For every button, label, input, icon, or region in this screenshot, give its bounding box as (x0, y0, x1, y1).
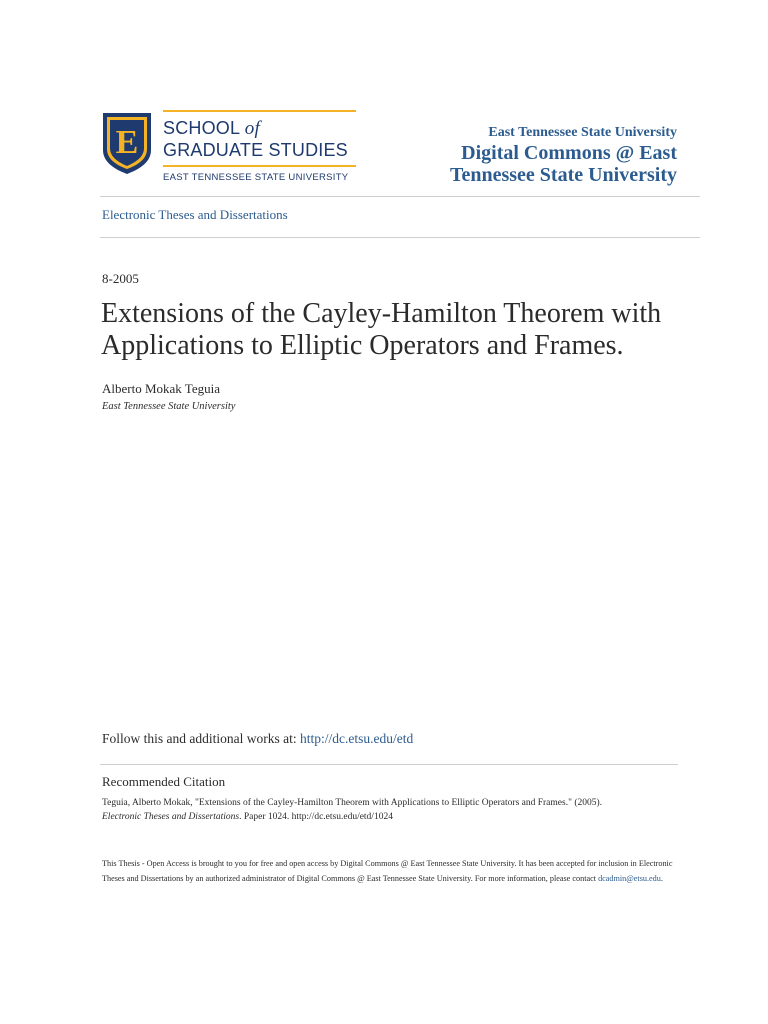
follow-label: Follow this and additional works at: (102, 731, 300, 746)
collection-link[interactable]: Electronic Theses and Dissertations (102, 207, 288, 222)
repository-header[interactable] (450, 124, 677, 186)
shield-letter: E (115, 124, 139, 161)
logo-mid-rule (163, 165, 356, 167)
repository-name-line1[interactable]: Digital Commons @ East (461, 142, 677, 164)
divider-citation (100, 764, 678, 765)
logo-school-word: SCHOOL (163, 118, 240, 138)
notice-end: . (660, 874, 663, 883)
divider-top (100, 196, 700, 197)
thesis-title (101, 298, 701, 362)
logo-wordmark (163, 110, 356, 184)
author-name: Alberto Mokak Teguia (102, 381, 220, 396)
citation-paper: . Paper 1024. http://dc.etsu.edu/etd/1024 (239, 812, 393, 822)
contact-email-link[interactable]: dcadmin@etsu.edu (598, 874, 661, 883)
thesis-title-line1: Extensions of the Cayley-Hamilton Theorem with (101, 298, 662, 329)
thesis-title-line2: Applications to Elliptic Operators and Frames. (101, 330, 624, 361)
logo-university-caps: EAST TENNESSEE STATE UNIVERSITY (163, 172, 349, 183)
author-affiliation: East Tennessee State University (102, 401, 236, 412)
repository-university[interactable]: East Tennessee State University (488, 125, 677, 140)
logo-school-of (163, 118, 356, 139)
logo-graduate-studies: GRADUATE STUDIES (163, 140, 348, 160)
access-notice (102, 856, 682, 886)
citation-heading: Recommended Citation (102, 774, 226, 789)
logo-of-word: of (244, 118, 260, 139)
citation-line1: Teguia, Alberto Mokak, "Extensions of the Cayley-Hamilton Theorem with Applications to Elliptic Operators and Frames." (2005). (102, 798, 603, 808)
school-logo[interactable] (100, 110, 356, 186)
publication-date: 8-2005 (102, 271, 139, 286)
follow-url-link[interactable]: http://dc.etsu.edu/etd (300, 731, 414, 746)
repository-name-line2[interactable]: Tennessee State University (449, 164, 677, 186)
etsu-shield-icon (100, 110, 154, 176)
citation-body (102, 796, 682, 824)
citation-line2 (102, 810, 682, 824)
notice-text: This Thesis - Open Access is brought to you for free and open access by Digital Commons @ East Tennessee State University. It has been accepted for inclusion in Electronic Theses and Dissertations by an authorized administrator of Digital Commons @ East Tennessee State University. For more information, please contact (102, 859, 673, 883)
citation-series: Electronic Theses and Dissertations (102, 812, 240, 822)
follow-line (102, 731, 413, 747)
divider-collection (100, 237, 700, 238)
logo-top-rule (163, 110, 356, 112)
